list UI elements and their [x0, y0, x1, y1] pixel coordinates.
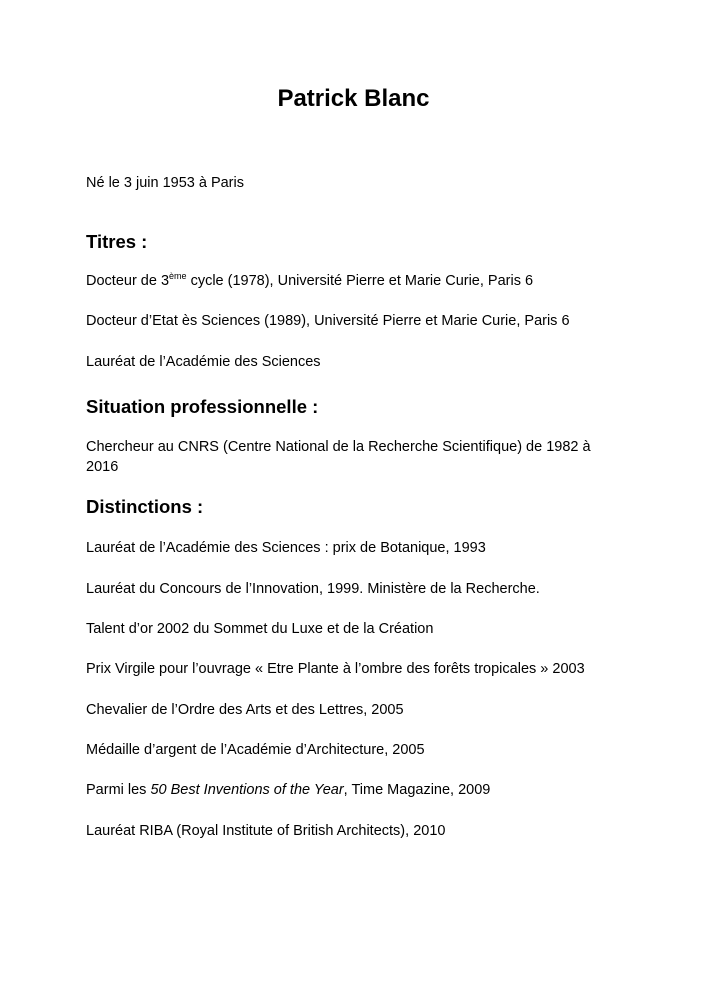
titre-item-doctorat-3e-cycle [86, 271, 626, 291]
distinction-italic-title: 50 Best Inventions of the Year [150, 782, 344, 798]
distinction-text-start: Parmi les [86, 782, 151, 798]
titre-item-superscript: ème [169, 271, 187, 282]
titres-heading: Titres : [86, 231, 148, 252]
situation-heading: Situation professionnelle : [86, 396, 319, 417]
titre-item-text-end: cycle (1978), Université Pierre et Marie Curie, Paris 6 [186, 273, 534, 289]
titre-item-laureat: Lauréat de l’Académie des Sciences [86, 354, 321, 370]
titre-item-doctorat-etat: Docteur d’Etat ès Sciences (1989), Université Pierre et Marie Curie, Paris 6 [86, 313, 570, 329]
distinction-item: Lauréat du Concours de l’Innovation, 1999. Ministère de la Recherche. [86, 581, 540, 597]
distinction-item: Lauréat de l’Académie des Sciences : prix de Botanique, 1993 [86, 540, 486, 556]
distinction-item: Médaille d’argent de l’Académie d’Architecture, 2005 [86, 742, 425, 758]
distinction-item-time-magazine [86, 780, 626, 800]
distinction-text-end: , Time Magazine, 2009 [343, 782, 491, 798]
distinction-item-riba: Lauréat RIBA (Royal Institute of British Architects), 2010 [86, 823, 446, 839]
titre-item-text-start: Docteur de 3 [86, 273, 170, 289]
distinction-item: Prix Virgile pour l’ouvrage « Etre Plante à l’ombre des forêts tropicales » 2003 [86, 661, 585, 677]
situation-text-line2: 2016 [86, 459, 119, 475]
page-title: Patrick Blanc [277, 85, 430, 112]
situation-text-line1: Chercheur au CNRS (Centre National de la Recherche Scientifique) de 1982 à [86, 439, 591, 455]
distinction-item: Talent d’or 2002 du Sommet du Luxe et de la Création [86, 621, 434, 637]
distinctions-heading: Distinctions : [86, 496, 204, 517]
birth-line: Né le 3 juin 1953 à Paris [86, 175, 244, 191]
distinction-item: Chevalier de l’Ordre des Arts et des Lettres, 2005 [86, 702, 404, 718]
